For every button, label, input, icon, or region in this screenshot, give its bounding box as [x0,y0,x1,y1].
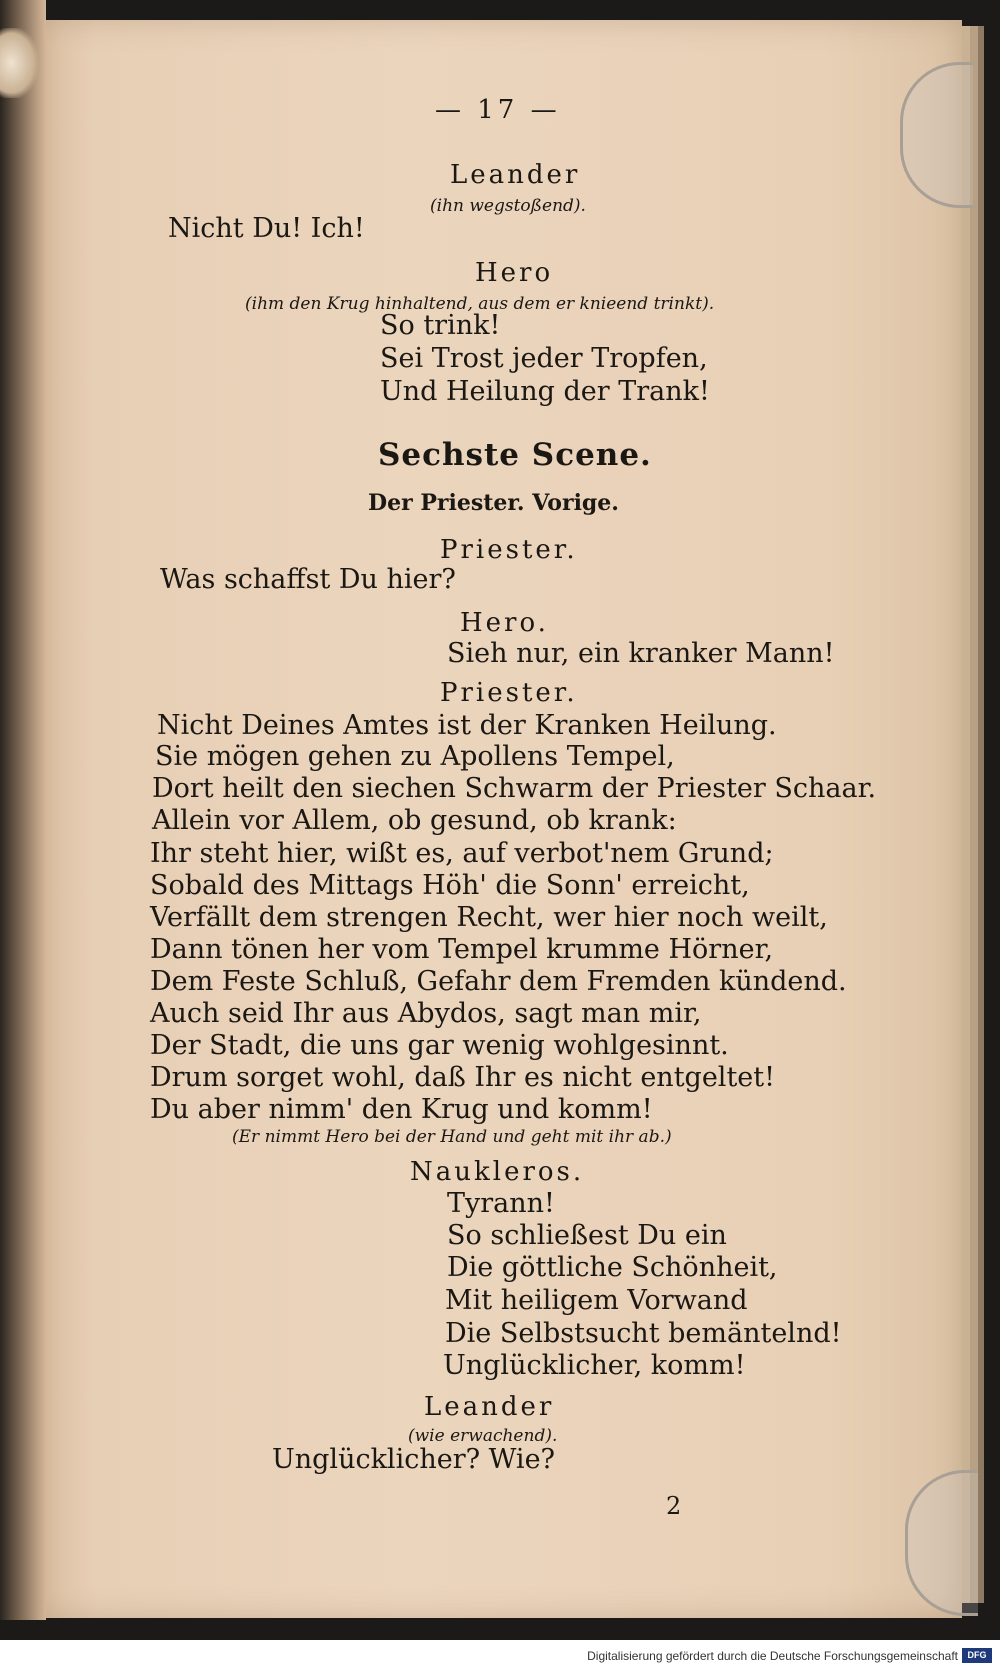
verse-line: Unglücklicher? Wie? [272,1444,556,1475]
verse-line: Die Selbstsucht bemäntelnd! [445,1318,842,1349]
verse-line: So trink! [380,310,501,341]
footer-bar [0,1640,1000,1673]
verse-line: Was schaffst Du hier? [160,564,456,595]
verse-line: Auch seid Ihr aus Abydos, sagt man mir, [150,998,702,1029]
footer-credit: Digitalisierung gefördert durch die Deutsche Forschungsgemeinschaft [587,1649,958,1663]
stage-direction: (Er nimmt Hero bei der Hand und geht mit ihr ab.) [232,1127,672,1147]
verse-line: Drum sorget wohl, daß Ihr es nicht entgeltet! [150,1062,775,1093]
book-spine [0,0,46,1620]
speaker-name: Hero [475,258,554,288]
speaker-name: Priester. [440,535,578,565]
speaker-name: Priester. [440,678,578,708]
verse-line: Nicht Du! Ich! [168,213,365,244]
page-number: — 17 — [435,95,561,125]
verse-line: Und Heilung der Trank! [380,376,710,407]
verse-line: Tyrann! [447,1188,555,1219]
verse-line: Der Stadt, die uns gar wenig wohlgesinnt. [150,1030,729,1061]
verse-line: Dem Feste Schluß, Gefahr dem Fremden kündend. [150,966,847,997]
verse-line: Du aber nimm' den Krug und komm! [150,1094,653,1125]
verse-line: Allein vor Allem, ob gesund, ob krank: [152,805,677,836]
page-edge [970,26,978,1603]
verse-line: Dann tönen her vom Tempel krumme Hörner, [150,934,774,965]
verse-line: Sei Trost jeder Tropfen, [380,343,708,374]
speaker-name: Leander [450,160,581,190]
verse-line: Ihr steht hier, wißt es, auf verbot'nem Grund; [150,838,774,869]
page-edge [978,26,984,1603]
verse-line: Mit heiligem Vorwand [445,1285,748,1316]
verse-line: Nicht Deines Amtes ist der Kranken Heilung. [157,710,777,741]
speaker-name: Leander [424,1392,555,1422]
speaker-name: Hero. [460,608,549,638]
verse-line: So schließest Du ein [447,1220,727,1251]
verse-line: Sobald des Mittags Höh' die Sonn' erreicht, [150,870,750,901]
scene-persons: Der Priester. Vorige. [368,490,619,516]
speaker-name: Naukleros. [410,1157,585,1187]
verse-line: Sieh nur, ein kranker Mann! [447,638,835,669]
stage-direction: (ihn wegstoßend). [430,196,586,216]
verse-line: Dort heilt den siechen Schwarm der Priester Schaar. [152,773,877,804]
stage-direction: (ihm den Krug hinhaltend, aus dem er knieend trinkt). [245,294,715,314]
verse-line: Unglücklicher, komm! [443,1350,746,1381]
dfg-logo: DFG [962,1648,992,1663]
page-curl [0,28,38,98]
verse-line: Sie mögen gehen zu Apollens Tempel, [155,741,675,772]
stage-direction: (wie erwachend). [408,1426,558,1446]
verse-line: Verfällt dem strengen Recht, wer hier noch weilt, [150,902,828,933]
signature-mark: 2 [666,1492,682,1520]
verse-line: Die göttliche Schönheit, [447,1252,778,1283]
scene-title: Sechste Scene. [378,437,652,473]
